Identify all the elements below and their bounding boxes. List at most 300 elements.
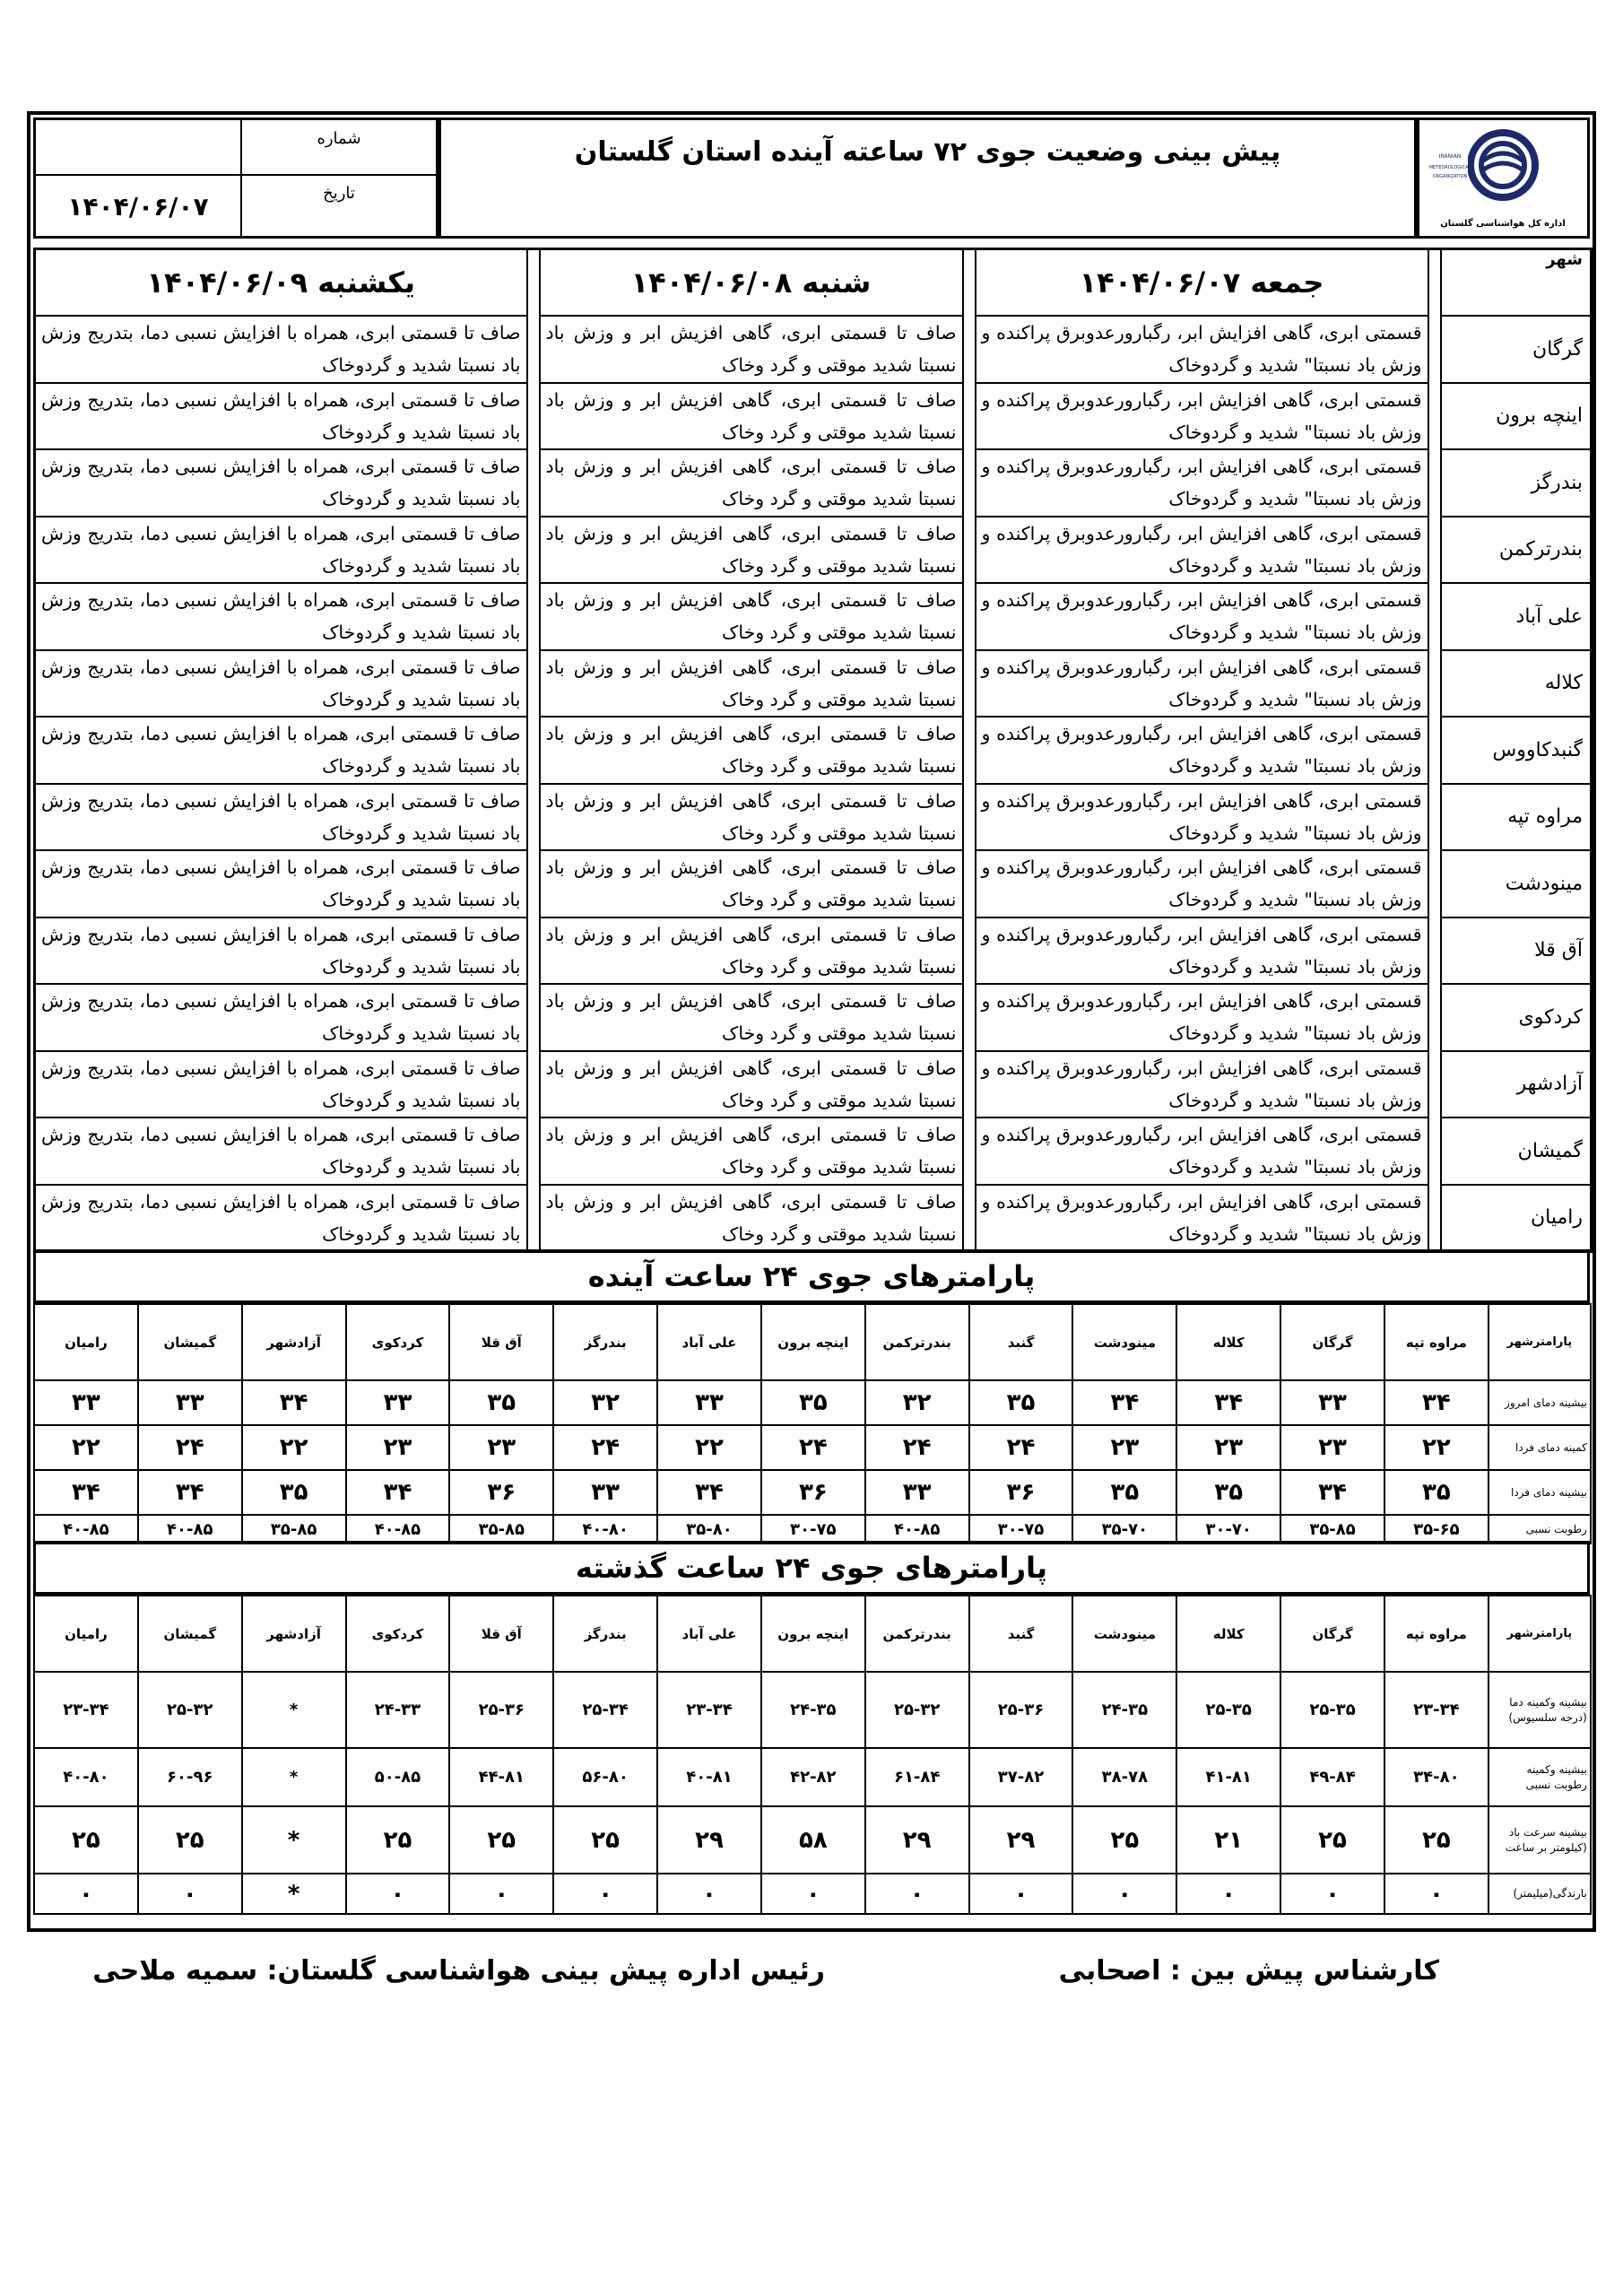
param-value: ۳۲ — [865, 1380, 969, 1425]
param-value: ۲۴ — [553, 1425, 657, 1470]
forecast-day2-text: صاف تا قسمتی ابری، گاهی افزیش ابر و وزش باد نسبتا شدید موقتی و گرد وخاک — [540, 784, 963, 851]
param-value: ۲۳ — [1072, 1425, 1176, 1470]
svg-text:METEOROLOGICAL: METEOROLOGICAL — [1428, 165, 1471, 170]
param-value: ۰ — [346, 1874, 450, 1914]
city-name: اینچه برون — [1441, 383, 1592, 450]
param-value: ۳۰-۷۰ — [1176, 1515, 1280, 1544]
param-row — [34, 1515, 1591, 1544]
forecast-day1-text: قسمتی ابری، گاهی افزایش ابر، رگبارورعدوبرق پراکنده و وزش باد نسبتا" شدید و گردوخاک — [976, 850, 1428, 918]
number-label: شماره — [317, 129, 361, 148]
param-value: ۲۹ — [865, 1806, 969, 1874]
param-city-header: بندرگز — [553, 1596, 657, 1672]
forecast-day3-text: صاف تا قسمتی ابری، همراه با افزایش نسبی دما، بتدریج وزش باد نسبتا شدید و گردوخاک — [35, 1185, 527, 1252]
param-header: پارامترشهر — [1488, 1596, 1591, 1672]
column-gap — [527, 717, 540, 784]
forecast-day1-text: قسمتی ابری، گاهی افزایش ابر، رگبارورعدوبرق پراکنده و وزش باد نسبتا" شدید و گردوخاک — [976, 1185, 1428, 1252]
column-gap — [963, 449, 976, 517]
param-value: ۰ — [34, 1874, 138, 1914]
column-gap — [1428, 784, 1441, 851]
param-value: ۳۷-۸۲ — [969, 1748, 1073, 1806]
param-value: ۴۴-۸۱ — [449, 1748, 553, 1806]
svg-text:IRANIAN: IRANIAN — [1438, 153, 1462, 160]
param-value: ۲۴ — [761, 1425, 865, 1470]
forecast-rows — [35, 316, 1592, 1251]
forecast-day3-text: صاف تا قسمتی ابری، همراه با افزایش نسبی دما، بتدریج وزش باد نسبتا شدید و گردوخاک — [35, 1051, 527, 1118]
param-city-header: آق قلا — [449, 1304, 553, 1380]
forecast-day3-text: صاف تا قسمتی ابری، همراه با افزایش نسبی دما، بتدریج وزش باد نسبتا شدید و گردوخاک — [35, 850, 527, 918]
forecast-day3-text: صاف تا قسمتی ابری، همراه با افزایش نسبی دما، بتدریج وزش باد نسبتا شدید و گردوخاک — [35, 449, 527, 517]
param-value: ۲۵-۳۲ — [138, 1672, 242, 1748]
param-value: ۲۵-۳۴ — [553, 1672, 657, 1748]
logo-box — [1417, 117, 1590, 239]
city-name: گرگان — [1441, 316, 1592, 383]
param-value: ۴۰-۸۵ — [346, 1515, 450, 1544]
forecast-day2-text: صاف تا قسمتی ابری، گاهی افزیش ابر و وزش باد نسبتا شدید موقتی و گرد وخاک — [540, 918, 963, 985]
param-value: ۳۴ — [138, 1470, 242, 1515]
param-city-header: گمیشان — [138, 1304, 242, 1380]
param-city-header: گمیشان — [138, 1596, 242, 1672]
param-value: ۳۵ — [1384, 1470, 1488, 1515]
param-city-header: گنبد — [969, 1596, 1073, 1672]
param-value: ۳۴ — [1384, 1380, 1488, 1425]
day-header-1: جمعه ۱۴۰۴/۰۶/۰۷ — [976, 249, 1428, 317]
param-city-header: بندرترکمن — [865, 1304, 969, 1380]
number-value-cell — [36, 120, 242, 176]
param-city-header: مراوه تپه — [1384, 1304, 1488, 1380]
forecast-day1-text: قسمتی ابری، گاهی افزایش ابر، رگبارورعدوبرق پراکنده و وزش باد نسبتا" شدید و گردوخاک — [976, 984, 1428, 1051]
param-value: ۲۵ — [449, 1806, 553, 1874]
column-gap — [963, 583, 976, 650]
param-value: ۲۴ — [969, 1425, 1073, 1470]
param-value: ۲۴-۳۳ — [346, 1672, 450, 1748]
param-value: ۲۲ — [34, 1425, 138, 1470]
param-value: ۳۳ — [138, 1380, 242, 1425]
param-value: ۴۱-۸۱ — [1176, 1748, 1280, 1806]
forecast-row — [35, 650, 1592, 718]
param-value: ۲۴ — [138, 1425, 242, 1470]
param-value: ۳۳ — [657, 1380, 761, 1425]
column-gap — [527, 784, 540, 851]
column-gap — [527, 850, 540, 918]
forecast-day2-text: صاف تا قسمتی ابری، گاهی افزیش ابر و وزش باد نسبتا شدید موقتی و گرد وخاک — [540, 449, 963, 517]
svg-text:ORGANIZATION: ORGANIZATION — [1432, 174, 1468, 179]
next24-table — [33, 1303, 1592, 1544]
param-city-header: آزادشهر — [242, 1596, 346, 1672]
param-row — [34, 1380, 1591, 1425]
column-gap — [1428, 918, 1441, 985]
param-value: ۲۳-۳۴ — [657, 1672, 761, 1748]
param-city-header: گرگان — [1280, 1596, 1384, 1672]
param-value: ۶۱-۸۴ — [865, 1748, 969, 1806]
forecast-day1-text: قسمتی ابری، گاهی افزایش ابر، رگبارورعدوبرق پراکنده و وزش باد نسبتا" شدید و گردوخاک — [976, 717, 1428, 784]
column-gap — [1428, 717, 1441, 784]
city-name: گمیشان — [1441, 1118, 1592, 1185]
param-value: ۳۳ — [34, 1380, 138, 1425]
forecast-day2-text: صاف تا قسمتی ابری، گاهی افزیش ابر و وزش باد نسبتا شدید موقتی و گرد وخاک — [540, 383, 963, 450]
param-value: ۰ — [969, 1874, 1073, 1914]
param-value: ۳۵-۶۵ — [1384, 1515, 1488, 1544]
param-value: ۰ — [1072, 1874, 1176, 1914]
forecast-day1-text: قسمتی ابری، گاهی افزایش ابر، رگبارورعدوبرق پراکنده و وزش باد نسبتا" شدید و گردوخاک — [976, 1051, 1428, 1118]
param-value: ۲۳ — [346, 1425, 450, 1470]
past24-title: پارامترهای جوی ۲۴ ساعت گذشته — [575, 1551, 1048, 1585]
forecast-day1-text: قسمتی ابری، گاهی افزایش ابر، رگبارورعدوبرق پراکنده و وزش باد نسبتا" شدید و گردوخاک — [976, 449, 1428, 517]
param-city-header: علی آباد — [657, 1304, 761, 1380]
param-value: ۲۹ — [969, 1806, 1073, 1874]
forecast-day2-text: صاف تا قسمتی ابری، گاهی افزیش ابر و وزش باد نسبتا شدید موقتی و گرد وخاک — [540, 1051, 963, 1118]
forecast-row — [35, 1051, 1592, 1118]
param-value: ۳۳ — [865, 1470, 969, 1515]
param-value: ۳۵ — [1072, 1470, 1176, 1515]
day-header-3: یکشنبه ۱۴۰۴/۰۶/۰۹ — [35, 249, 527, 317]
forecast-row — [35, 1118, 1592, 1185]
param-value: ۳۵ — [969, 1380, 1073, 1425]
param-city-header: بندرگز — [553, 1304, 657, 1380]
param-header: پارامترشهر — [1488, 1304, 1591, 1380]
param-city-header: کردکوی — [346, 1596, 450, 1672]
param-city-header: مینودشت — [1072, 1596, 1176, 1672]
page-title: پیش بینی وضعیت جوی ۷۲ ساعته آینده استان گلستان — [574, 136, 1281, 168]
param-value: ۲۵ — [1072, 1806, 1176, 1874]
forecast-day1-text: قسمتی ابری، گاهی افزایش ابر، رگبارورعدوبرق پراکنده و وزش باد نسبتا" شدید و گردوخاک — [976, 650, 1428, 718]
forecast-day2-text: صاف تا قسمتی ابری، گاهی افزیش ابر و وزش باد نسبتا شدید موقتی و گرد وخاک — [540, 517, 963, 584]
forecast-row — [35, 316, 1592, 383]
param-value: ۲۵ — [1280, 1806, 1384, 1874]
param-value: ۶۰-۹۶ — [138, 1748, 242, 1806]
head-signature: رئیس اداره پیش بینی هواشناسی گلستان: سمیه ملاحی — [92, 1955, 825, 1987]
param-value: ۳۵-۸۵ — [242, 1515, 346, 1544]
column-gap — [963, 850, 976, 918]
param-value: * — [242, 1748, 346, 1806]
forecast-day1-text: قسمتی ابری، گاهی افزایش ابر، رگبارورعدوبرق پراکنده و وزش باد نسبتا" شدید و گردوخاک — [976, 784, 1428, 851]
date-value: ۱۴۰۴/۰۶/۰۷ — [67, 192, 209, 222]
column-gap — [527, 650, 540, 718]
param-value: ۳۵-۷۰ — [1072, 1515, 1176, 1544]
param-value: * — [242, 1806, 346, 1874]
param-value: ۲۵ — [1384, 1806, 1488, 1874]
param-value: ۲۵-۳۶ — [969, 1672, 1073, 1748]
svg-text:اداره کل هواشناسی گلستان: اداره کل هواشناسی گلستان — [1440, 219, 1566, 229]
column-gap — [963, 717, 976, 784]
forecast-row — [35, 583, 1592, 650]
param-value: ۵۰-۸۵ — [346, 1748, 450, 1806]
forecast-day2-text: صاف تا قسمتی ابری، گاهی افزیش ابر و وزش باد نسبتا شدید موقتی و گرد وخاک — [540, 717, 963, 784]
forecaster-signature: کارشناس پیش بین : اصحابی — [1058, 1955, 1439, 1987]
column-gap — [527, 517, 540, 584]
column-gap — [1428, 583, 1441, 650]
day-header-2: شنبه ۱۴۰۴/۰۶/۰۸ — [540, 249, 963, 317]
param-value: ۵۸ — [761, 1806, 865, 1874]
column-gap — [963, 1051, 976, 1118]
column-gap — [963, 316, 976, 383]
param-value: ۳۴ — [1176, 1380, 1280, 1425]
forecast-sheet — [27, 111, 1596, 1932]
forecast-day2-text: صاف تا قسمتی ابری، گاهی افزیش ابر و وزش باد نسبتا شدید موقتی و گرد وخاک — [540, 850, 963, 918]
forecast-day2-text: صاف تا قسمتی ابری، گاهی افزیش ابر و وزش باد نسبتا شدید موقتی و گرد وخاک — [540, 650, 963, 718]
forecast-day3-text: صاف تا قسمتی ابری، همراه با افزایش نسبی دما، بتدریج وزش باد نسبتا شدید و گردوخاک — [35, 316, 527, 383]
forecast-row — [35, 918, 1592, 985]
forecast-day1-text: قسمتی ابری، گاهی افزایش ابر، رگبارورعدوبرق پراکنده و وزش باد نسبتا" شدید و گردوخاک — [976, 316, 1428, 383]
param-city-header: رامیان — [34, 1304, 138, 1380]
param-city-header: کردکوی — [346, 1304, 450, 1380]
column-gap — [1428, 449, 1441, 517]
param-value: ۳۴ — [242, 1380, 346, 1425]
forecast-row — [35, 1185, 1592, 1252]
param-city-header: گرگان — [1280, 1304, 1384, 1380]
param-value: ۳۵-۸۵ — [449, 1515, 553, 1544]
city-name: گنبدکاووس — [1441, 717, 1592, 784]
column-gap — [1428, 650, 1441, 718]
param-value: ۲۳-۳۴ — [34, 1672, 138, 1748]
past24-table — [33, 1595, 1592, 1915]
forecast-day3-text: صاف تا قسمتی ابری، همراه با افزایش نسبی دما، بتدریج وزش باد نسبتا شدید و گردوخاک — [35, 717, 527, 784]
param-value: ۲۳ — [449, 1425, 553, 1470]
param-value: ۴۰-۸۰ — [553, 1515, 657, 1544]
param-city-header: علی آباد — [657, 1596, 761, 1672]
column-gap — [963, 1185, 976, 1252]
param-value: ۲۵ — [553, 1806, 657, 1874]
param-value: ۳۴-۸۰ — [1384, 1748, 1488, 1806]
column-gap — [527, 449, 540, 517]
param-row — [34, 1672, 1591, 1748]
forecast-row — [35, 850, 1592, 918]
meteorological-logo-icon — [1419, 120, 1587, 236]
param-value: ۰ — [1280, 1874, 1384, 1914]
forecast-row — [35, 784, 1592, 851]
date-label: تاریخ — [323, 184, 355, 203]
forecast-day2-text: صاف تا قسمتی ابری، گاهی افزیش ابر و وزش باد نسبتا شدید موقتی و گرد وخاک — [540, 583, 963, 650]
param-value: ۳۳ — [346, 1380, 450, 1425]
forecast-row — [35, 383, 1592, 450]
param-value: ۲۴ — [865, 1425, 969, 1470]
column-gap — [963, 1118, 976, 1185]
city-name: مراوه تپه — [1441, 784, 1592, 851]
column-gap — [963, 984, 976, 1051]
date-value-cell — [36, 176, 242, 236]
column-gap — [963, 383, 976, 450]
param-row-label: کمینه دمای فردا — [1488, 1425, 1591, 1470]
forecast-day3-text: صاف تا قسمتی ابری، همراه با افزایش نسبی دما، بتدریج وزش باد نسبتا شدید و گردوخاک — [35, 383, 527, 450]
param-city-header: اینچه برون — [761, 1304, 865, 1380]
forecast-day2-text: صاف تا قسمتی ابری، گاهی افزیش ابر و وزش باد نسبتا شدید موقتی و گرد وخاک — [540, 1185, 963, 1252]
param-value: ۲۳-۳۴ — [1384, 1672, 1488, 1748]
param-value: ۰ — [449, 1874, 553, 1914]
param-row-label: بیشینه وکمینه دما (درجه سلسیوس) — [1488, 1672, 1591, 1748]
forecast-day3-text: صاف تا قسمتی ابری، همراه با افزایش نسبی دما، بتدریج وزش باد نسبتا شدید و گردوخاک — [35, 650, 527, 718]
column-gap — [1428, 1118, 1441, 1185]
param-value: ۲۲ — [242, 1425, 346, 1470]
city-header: شهر — [1441, 249, 1592, 317]
param-value: ۳۵ — [1176, 1470, 1280, 1515]
param-value: ۳۶ — [761, 1470, 865, 1515]
column-gap — [527, 1051, 540, 1118]
param-row-label: بیشینه دمای امروز — [1488, 1380, 1591, 1425]
forecast-day1-text: قسمتی ابری، گاهی افزایش ابر، رگبارورعدوبرق پراکنده و وزش باد نسبتا" شدید و گردوخاک — [976, 583, 1428, 650]
param-value: ۰ — [761, 1874, 865, 1914]
column-gap — [527, 316, 540, 383]
forecast-table — [33, 248, 1593, 1253]
param-value: ۲۱ — [1176, 1806, 1280, 1874]
forecast-row — [35, 517, 1592, 584]
param-row-label: رطوبت نسبی — [1488, 1515, 1591, 1544]
param-value: ۲۵ — [346, 1806, 450, 1874]
past24-title-box — [33, 1541, 1590, 1595]
column-gap — [1428, 383, 1441, 450]
param-value: ۲۵-۳۶ — [449, 1672, 553, 1748]
city-name: کردکوی — [1441, 984, 1592, 1051]
forecast-header-row — [35, 249, 1592, 317]
column-gap — [963, 918, 976, 985]
param-value: ۲۳ — [1176, 1425, 1280, 1470]
param-value: ۲۵-۳۵ — [1280, 1672, 1384, 1748]
column-gap — [527, 1118, 540, 1185]
param-value: ۴۰-۸۵ — [34, 1515, 138, 1544]
param-row — [34, 1874, 1591, 1914]
param-value: ۴۰-۸۱ — [657, 1748, 761, 1806]
column-gap — [527, 918, 540, 985]
param-value: ۲۲ — [1384, 1425, 1488, 1470]
forecast-day3-text: صاف تا قسمتی ابری، همراه با افزایش نسبی دما، بتدریج وزش باد نسبتا شدید و گردوخاک — [35, 583, 527, 650]
forecast-day3-text: صاف تا قسمتی ابری، همراه با افزایش نسبی دما، بتدریج وزش باد نسبتا شدید و گردوخاک — [35, 784, 527, 851]
forecast-day2-text: صاف تا قسمتی ابری، گاهی افزیش ابر و وزش باد نسبتا شدید موقتی و گرد وخاک — [540, 1118, 963, 1185]
forecast-row — [35, 449, 1592, 517]
date-label-cell — [242, 176, 436, 236]
next24-title-box — [33, 1249, 1590, 1303]
column-gap — [1428, 1051, 1441, 1118]
param-city-header: آزادشهر — [242, 1304, 346, 1380]
param-row-label: بیشینه وکمینه رطوبت نسبی — [1488, 1748, 1591, 1806]
city-name: آق قلا — [1441, 918, 1592, 985]
param-value: ۲۴-۳۵ — [761, 1672, 865, 1748]
column-gap — [527, 984, 540, 1051]
param-value: ۰ — [553, 1874, 657, 1914]
param-value: ۴۲-۸۲ — [761, 1748, 865, 1806]
param-row-label: بارندگی(میلیمتر) — [1488, 1874, 1591, 1914]
param-city-header: مینودشت — [1072, 1304, 1176, 1380]
param-value: ۳۴ — [34, 1470, 138, 1515]
param-row — [34, 1470, 1591, 1515]
param-value: ۳۲ — [553, 1380, 657, 1425]
param-value: ۲۵ — [138, 1806, 242, 1874]
city-name: رامیان — [1441, 1185, 1592, 1252]
forecast-row — [35, 984, 1592, 1051]
param-value: ۴۰-۸۰ — [34, 1748, 138, 1806]
param-value: ۲۳ — [1280, 1425, 1384, 1470]
param-row-label: بیشینه سرعت باد (کیلومتر بر ساعت — [1488, 1806, 1591, 1874]
city-name: بندرترکمن — [1441, 517, 1592, 584]
param-city-header: اینچه برون — [761, 1596, 865, 1672]
forecast-day1-text: قسمتی ابری، گاهی افزایش ابر، رگبارورعدوبرق پراکنده و وزش باد نسبتا" شدید و گردوخاک — [976, 1118, 1428, 1185]
param-header-row — [34, 1596, 1591, 1672]
column-gap — [527, 583, 540, 650]
param-value: ۳۵-۸۵ — [1280, 1515, 1384, 1544]
param-value: ۴۰-۸۵ — [865, 1515, 969, 1544]
column-gap — [963, 784, 976, 851]
param-value: ۲۲ — [657, 1425, 761, 1470]
column-gap — [527, 1185, 540, 1252]
param-value: ۳۸-۷۸ — [1072, 1748, 1176, 1806]
forecast-day3-text: صاف تا قسمتی ابری، همراه با افزایش نسبی دما، بتدریج وزش باد نسبتا شدید و گردوخاک — [35, 517, 527, 584]
forecast-day2-text: صاف تا قسمتی ابری، گاهی افزیش ابر و وزش باد نسبتا شدید موقتی و گرد وخاک — [540, 984, 963, 1051]
param-value: ۳۶ — [969, 1470, 1073, 1515]
param-city-header: گنبد — [969, 1304, 1073, 1380]
param-value: ۳۵ — [761, 1380, 865, 1425]
param-row-label: بیشینه دمای فردا — [1488, 1470, 1591, 1515]
param-value: ۲۹ — [657, 1806, 761, 1874]
param-value: ۰ — [865, 1874, 969, 1914]
forecast-day3-text: صاف تا قسمتی ابری، همراه با افزایش نسبی دما، بتدریج وزش باد نسبتا شدید و گردوخاک — [35, 1118, 527, 1185]
param-city-header: بندرترکمن — [865, 1596, 969, 1672]
param-value: ۳۰-۷۵ — [761, 1515, 865, 1544]
param-value: * — [242, 1874, 346, 1914]
param-row — [34, 1748, 1591, 1806]
next24-title: پارامترهای جوی ۲۴ ساعت آینده — [587, 1259, 1036, 1293]
param-value: ۳۵-۸۰ — [657, 1515, 761, 1544]
city-name: مینودشت — [1441, 850, 1592, 918]
param-value: ۳۴ — [346, 1470, 450, 1515]
param-value: ۳۵ — [242, 1470, 346, 1515]
param-value: ۳۳ — [553, 1470, 657, 1515]
city-name: علی آباد — [1441, 583, 1592, 650]
param-value: ۰ — [138, 1874, 242, 1914]
param-value: ۴۰-۸۵ — [138, 1515, 242, 1544]
param-value: ۳۰-۷۵ — [969, 1515, 1073, 1544]
forecast-day2-text: صاف تا قسمتی ابری، گاهی افزیش ابر و وزش باد نسبتا شدید موقتی و گرد وخاک — [540, 316, 963, 383]
param-value: ۰ — [657, 1874, 761, 1914]
param-city-header: کلاله — [1176, 1304, 1280, 1380]
param-value: ۰ — [1176, 1874, 1280, 1914]
param-city-header: کلاله — [1176, 1596, 1280, 1672]
title-box — [438, 117, 1417, 239]
param-value: ۴۹-۸۴ — [1280, 1748, 1384, 1806]
forecast-row — [35, 717, 1592, 784]
city-name: بندرگز — [1441, 449, 1592, 517]
param-value: ۳۳ — [1280, 1380, 1384, 1425]
param-value: ۳۴ — [1072, 1380, 1176, 1425]
param-value: ۲۴-۳۵ — [1072, 1672, 1176, 1748]
city-name: کلاله — [1441, 650, 1592, 718]
param-city-header: مراوه تپه — [1384, 1596, 1488, 1672]
column-gap — [963, 650, 976, 718]
param-value: ۳۴ — [657, 1470, 761, 1515]
param-value: ۲۵-۳۵ — [1176, 1672, 1280, 1748]
forecast-day1-text: قسمتی ابری، گاهی افزایش ابر، رگبارورعدوبرق پراکنده و وزش باد نسبتا" شدید و گردوخاک — [976, 918, 1428, 985]
param-row — [34, 1425, 1591, 1470]
meta-box — [33, 117, 438, 239]
param-value: ۳۴ — [1280, 1470, 1384, 1515]
number-label-cell — [242, 120, 436, 176]
column-gap — [963, 517, 976, 584]
param-row — [34, 1806, 1591, 1874]
city-name: آزادشهر — [1441, 1051, 1592, 1118]
param-value: ۵۶-۸۰ — [553, 1748, 657, 1806]
column-gap — [1428, 850, 1441, 918]
param-value: ۰ — [1384, 1874, 1488, 1914]
param-header-row — [34, 1304, 1591, 1380]
column-gap — [1428, 1185, 1441, 1252]
forecast-day3-text: صاف تا قسمتی ابری، همراه با افزایش نسبی دما، بتدریج وزش باد نسبتا شدید و گردوخاک — [35, 984, 527, 1051]
param-city-header: رامیان — [34, 1596, 138, 1672]
column-gap — [1428, 517, 1441, 584]
param-value: ۳۵ — [449, 1380, 553, 1425]
param-value: ۳۶ — [449, 1470, 553, 1515]
forecast-day1-text: قسمتی ابری، گاهی افزایش ابر، رگبارورعدوبرق پراکنده و وزش باد نسبتا" شدید و گردوخاک — [976, 383, 1428, 450]
forecast-day1-text: قسمتی ابری، گاهی افزایش ابر، رگبارورعدوبرق پراکنده و وزش باد نسبتا" شدید و گردوخاک — [976, 517, 1428, 584]
column-gap — [1428, 984, 1441, 1051]
param-city-header: آق قلا — [449, 1596, 553, 1672]
forecast-day3-text: صاف تا قسمتی ابری، همراه با افزایش نسبی دما، بتدریج وزش باد نسبتا شدید و گردوخاک — [35, 918, 527, 985]
param-value: ۲۵ — [34, 1806, 138, 1874]
